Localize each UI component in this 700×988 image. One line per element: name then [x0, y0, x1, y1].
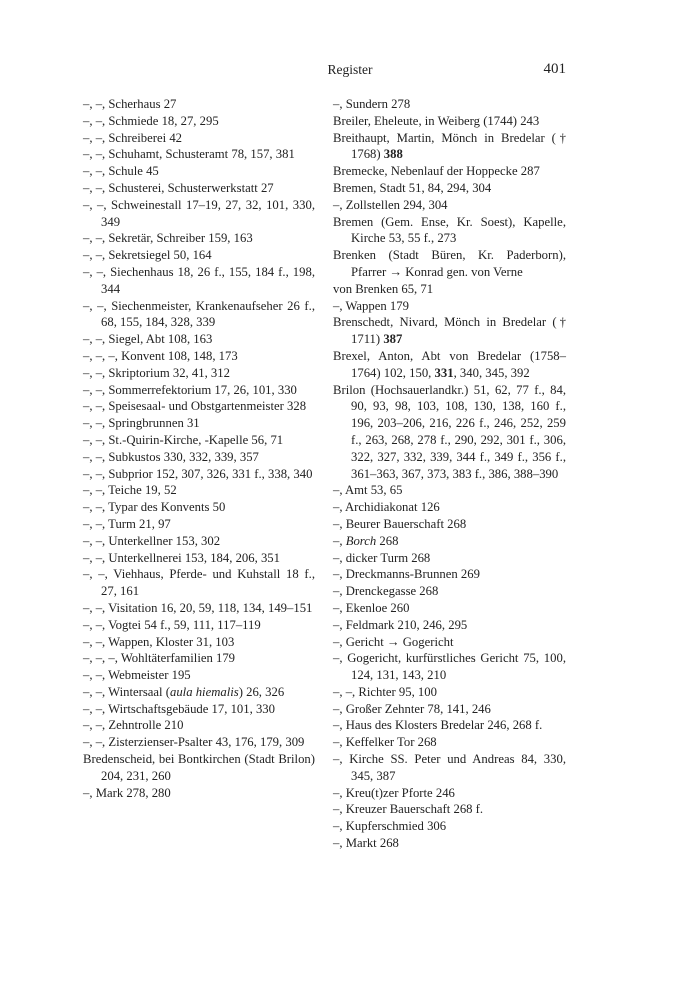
index-entry: Breiler, Eheleute, in Weiberg (1744) 243 — [333, 113, 540, 128]
index-entry: –, Kreuzer Bauerschaft 268 f. — [333, 802, 484, 817]
index-entry: –, Drenckegasse 268 — [333, 584, 439, 599]
index-entry: –, –, Skriptorium 32, 41, 312 — [83, 365, 230, 380]
index-entry: –, Dreckmanns-Brunnen 269 — [333, 567, 480, 582]
index-entry: Breithaupt, Martin, Mönch in Bredelar († 1768) 388 — [333, 130, 566, 162]
index-entry: –, –, Wintersaal (aula hiemalis) 26, 326 — [83, 684, 285, 699]
index-entry: –, –, Unterkellner 153, 302 — [83, 533, 221, 548]
index-entry: –, Großer Zehnter 78, 141, 246 — [333, 701, 491, 716]
index-entry: –, –, Springbrunnen 31 — [83, 416, 200, 431]
index-column-right — [333, 96, 566, 852]
index-column-left — [83, 96, 315, 801]
index-entry: –, Borch 268 — [333, 533, 399, 548]
index-entry: –, –, Siechenhaus 18, 26 f., 155, 184 f., 198, 344 — [83, 264, 315, 296]
index-entry: –, –, Wappen, Kloster 31, 103 — [83, 634, 235, 649]
index-entry: –, Wappen 179 — [333, 298, 409, 313]
index-entry: –, –, Speisesaal- und Obstgartenmeister 328 — [83, 399, 307, 414]
index-entry: Bremecke, Nebenlauf der Hoppecke 287 — [333, 164, 540, 179]
index-entry: –, –, Scherhaus 27 — [83, 97, 177, 111]
index-entry: Brenschedt, Nivard, Mönch in Bredelar († 1711) 387 — [333, 315, 566, 347]
index-entry: –, dicker Turm 268 — [333, 550, 431, 565]
index-entry: –, –, Subprior 152, 307, 326, 331 f., 338, 340 — [83, 466, 313, 481]
index-entry: –, –, Zehntrolle 210 — [83, 718, 184, 733]
index-entry: –, Gericht → Gogericht — [333, 634, 454, 649]
index-entry: Bremen (Gem. Ense, Kr. Soest), Kapelle, Kirche 53, 55 f., 273 — [333, 214, 566, 246]
index-entry: –, Kreu(t)zer Pforte 246 — [333, 785, 455, 800]
running-header — [0, 62, 700, 82]
index-entry: –, Kupferschmied 306 — [333, 819, 447, 834]
index-entry: –, –, Schmiede 18, 27, 295 — [83, 113, 219, 128]
index-entry: –, Mark 278, 280 — [83, 785, 171, 800]
index-entry: –, Archidiakonat 126 — [333, 500, 440, 515]
index-entry: –, –, Unterkellnerei 153, 184, 206, 351 — [83, 550, 280, 565]
index-entry: –, –, –, Konvent 108, 148, 173 — [83, 348, 238, 363]
index-entry: –, –, Vogtei 54 f., 59, 111, 117–119 — [83, 617, 261, 632]
index-entry: –, –, Typar des Konvents 50 — [83, 500, 226, 515]
index-entry: –, –, Webmeister 195 — [83, 668, 191, 683]
index-entry: Bredenscheid, bei Bontkirchen (Stadt Brilon) 204, 231, 260 — [83, 752, 315, 783]
index-entry: –, –, Subkustos 330, 332, 339, 357 — [83, 449, 259, 464]
index-entry: Brexel, Anton, Abt von Bredelar (1758–1764) 102, 150, 331, 340, 345, 392 — [333, 348, 566, 380]
index-entry: Brenken (Stadt Büren, Kr. Paderborn), Pfarrer → Konrad gen. von Verne — [333, 248, 566, 279]
index-entry: –, Markt 268 — [333, 836, 399, 851]
index-entry: –, –, Schreiberei 42 — [83, 130, 183, 145]
index-entry: –, Feldmark 210, 246, 295 — [333, 617, 468, 632]
index-entry: –, Ekenloe 260 — [333, 600, 410, 615]
index-entry: –, –, Visitation 16, 20, 59, 118, 134, 149–151 — [83, 600, 313, 615]
index-entry: –, Haus des Klosters Bredelar 246, 268 f. — [333, 718, 543, 733]
index-entry: –, –, Schusterei, Schusterwerkstatt 27 — [83, 180, 274, 195]
index-entry: –, Keffelker Tor 268 — [333, 735, 437, 750]
index-entry: von Brenken 65, 71 — [333, 281, 434, 296]
index-entry: –, –, Sommerrefektorium 17, 26, 101, 330 — [83, 382, 297, 397]
index-entry: –, Beurer Bauerschaft 268 — [333, 516, 467, 531]
index-entry: –, Zollstellen 294, 304 — [333, 197, 448, 212]
index-entry: –, Sundern 278 — [333, 97, 411, 111]
index-entry: Bremen, Stadt 51, 84, 294, 304 — [333, 180, 492, 195]
running-head-title: Register — [327, 62, 373, 77]
index-entry: –, –, Schuhamt, Schusteramt 78, 157, 381 — [83, 147, 295, 162]
index-entry: –, –, Siegel, Abt 108, 163 — [83, 332, 213, 347]
index-entry: –, –, Richter 95, 100 — [333, 684, 437, 699]
index-entry: –, –, Viehhaus, Pferde- und Kuhstall 18 f., 27, 161 — [83, 567, 315, 599]
index-entry: –, –, Schweinestall 17–19, 27, 32, 101, 330, 349 — [83, 197, 315, 229]
index-entry: –, –, Sekretär, Schreiber 159, 163 — [83, 231, 253, 246]
index-entry: –, –, Turm 21, 97 — [83, 516, 171, 531]
index-entry: –, –, Teiche 19, 52 — [83, 483, 177, 498]
index-entry: –, –, Schule 45 — [83, 164, 159, 179]
index-entry: –, Kirche SS. Peter und Andreas 84, 330, 345, 387 — [333, 752, 566, 783]
index-entry: –, –, Wirtschaftsgebäude 17, 101, 330 — [83, 701, 275, 716]
index-entry: –, –, –, Wohltäterfamilien 179 — [83, 651, 236, 666]
index-entry: –, –, St.-Quirin-Kirche, -Kapelle 56, 71 — [83, 432, 284, 447]
index-entry: –, –, Siechenmeister, Krankenaufseher 26 f., 68, 155, 184, 328, 339 — [83, 298, 315, 330]
page-number: 401 — [543, 61, 566, 77]
index-entry: –, Amt 53, 65 — [333, 483, 403, 498]
index-entry: Brilon (Hochsauerlandkr.) 51, 62, 77 f., 84, 90, 93, 98, 103, 108, 130, 138, 160 f., 196, 203–206, 216, 226 f., 246, 252, 259 f., 263, 268, 278 f., 290, 292, 301 f., 306, 322, 327, 332, 339, 344 f., 349 f., 356 f., 361–363, 367, 373, 383 f., 386, 388–390 — [333, 382, 566, 481]
index-entry: –, –, Sekretsiegel 50, 164 — [83, 248, 212, 263]
index-entry: –, Gogericht, kurfürstliches Gericht 75, 100, 124, 131, 143, 210 — [333, 651, 566, 683]
index-entry: –, –, Zisterzienser-Psalter 43, 176, 179, 309 — [83, 735, 305, 750]
